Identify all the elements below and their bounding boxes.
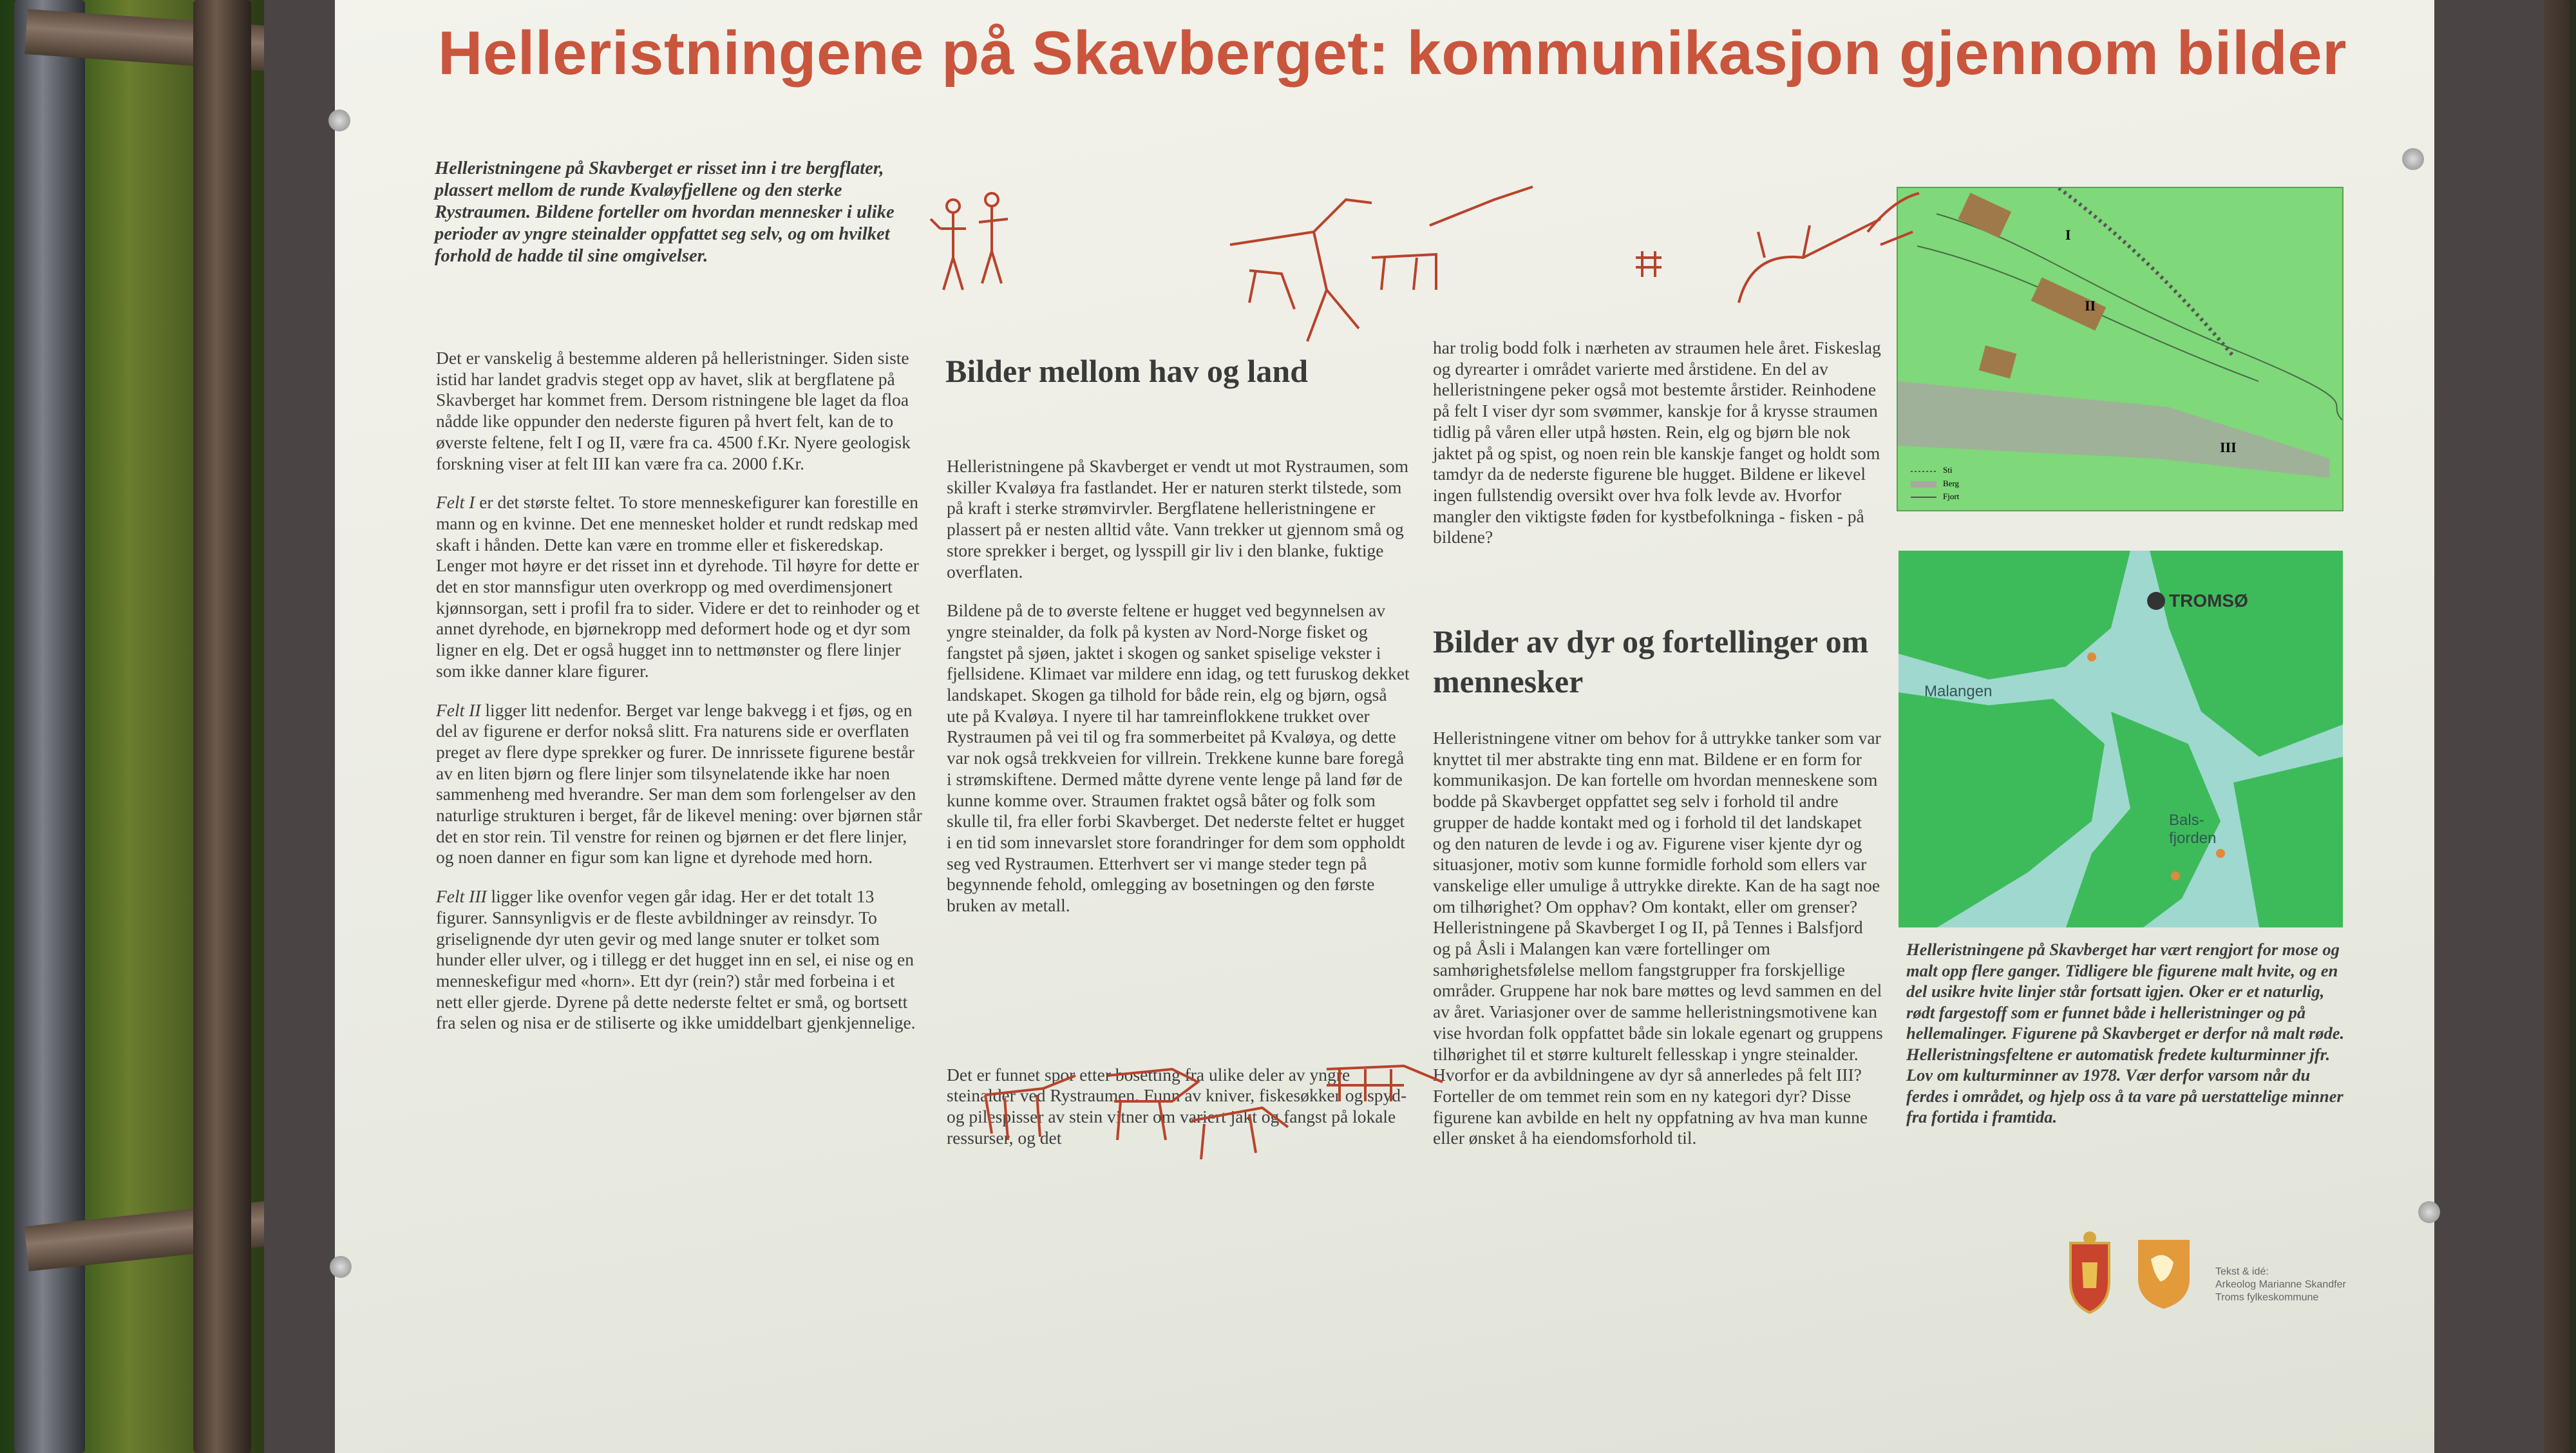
paragraph-arstider: har trolig bodd folk i nærheten av straumen hele året. Fiskeslag og dyrearter i området varierte med årstidene. En del av helleristningene peker også mot bestemte årstider. Reinhodene på felt I viser dyr som svømmer, kanskje for å krysse straumen tidlig på våren eller utpå høsten. Rein, elg og bjørn ble nok jaktet på og spist, og noen rein ble kanskje fanget og holdt som tamdyr da de nederste figurene ble hugget. Bildene er likevel ingen fullstendig oversikt over hva folk levde av. Hvorfor mangler den viktigste føden for kystbefolkninga - fisken - på bildene? (1433, 337, 1881, 547)
felt-1-label: Felt I (436, 492, 475, 513)
legend-fjort: Fjort (1943, 491, 1960, 501)
credit-line-3: Troms fylkeskommune (2215, 1292, 2319, 1303)
heading-bilder-mellom-hav-og-land: Bilder mellom hav og land (945, 353, 1309, 389)
credit-line-2: Arkeolog Marianne Skandfer (2215, 1279, 2346, 1290)
caption-text: Helleristningene på Skavberget har vært rengjort for mose og malt opp flere ganger. Tidligere ble figurene malt hvite, og en del usikre hvite linjer står fortsatt igjen. Oker er et naturlig, rødt fargestoff som er funnet både i helleristninger og på hellemalinger. Figurene på Skavberget er derfor nå malt røde. Helleristningsfeltene er automatisk fredete kulturminner jfr. Lov om kulturminner av 1978. Vær derfor varsom når du ferdes i området, og hjelp oss å ta vare på uerstattelige minner fra fortida i framtida. (1906, 940, 2345, 1126)
paragraph-rystraumen: Helleristningene på Skavberget er vendt ut mot Rystraumen, som skiller Kvaløya fra fastlandet. Her er naturen sterkt tilstede, som på kraft i sterke strømvirvler. Bergflatene helleristningene er plassert på er nesten alltid våte. Vann trekker ut gjennom små og store sprekker i berget, og lysspill gir liv i den blanke, fuktige overflaten. (947, 456, 1409, 582)
legend-berg: Berg (1943, 479, 1960, 488)
region-map (1899, 551, 2343, 927)
site-plan-map (1897, 187, 2344, 511)
tromso-label: TROMSØ (2169, 591, 2248, 611)
credit-line-1: Tekst & idé: (2215, 1266, 2269, 1277)
site-label-1: I (2065, 227, 2071, 243)
sign-title: Helleristningene på Skavberget: kommunikasjon gjennom bilder (438, 19, 2347, 88)
felt-3-text: ligger like ovenfor vegen går idag. Her er det totalt 13 figurer. Sannsynligvis er de fleste avbildninger av reinsdyr. To griselignende dyr uten gevir og med lange snuter er tolket som hunder eller ulver, og i tillegg er det hugget inn en sel, ei nise og en menneskefigur med «horn». Ett dyr (rein?) står med forbeina i et nett eller gjerde. Dyrene på dette nederste feltet er små, og bortsett fra selen og nisa er de stiliserte og ikke umiddelbart gjenkjennelige. (436, 886, 916, 1033)
heading-bilder-av-dyr: Bilder av dyr og fortellinger om mennesker (1433, 623, 1869, 699)
intro-text: Helleristningene på Skavberget er risset inn i tre bergflater, plassert mellom de runde Kvaløyfjellene og den sterke Rystraumen. Bildene forteller om hvordan mennesker i ulike perioder av yngre steinalder oppfattet seg selv, og om hvilket forhold de hadde til sine omgivelser. (435, 158, 895, 266)
malangen-label: Malangen (1924, 683, 1993, 700)
site-plan-drawing (1898, 188, 2342, 510)
bolt-icon (328, 109, 350, 131)
norway-coat-of-arms-icon (2064, 1230, 2116, 1314)
felt-2-label: Felt II (436, 699, 481, 720)
site-label-2: II (2085, 298, 2096, 314)
legend-sti: Sti (1943, 465, 1953, 475)
wooden-post-left (193, 0, 251, 1453)
bolt-icon (2402, 148, 2424, 170)
credit-text (2215, 1266, 2409, 1304)
paragraph-bosetting: Det er funnet spor etter bosetting fra ulike deler av yngre steinalder ved Rystraumen. Funn av kniver, fiskesøkker og spyd- og pilespisser av stein vitner om variert jakt og fangst på lokale ressurser, og det (947, 1064, 1407, 1148)
rock-art-moose-and-man (1224, 187, 1558, 357)
rock-art-human-figures (927, 180, 1043, 338)
paragraph-felt-3 (436, 886, 925, 1034)
region-land-shapes (1899, 551, 2343, 927)
rock-art-reindeer-heads (1636, 193, 1932, 325)
paragraph-felt-1 (436, 492, 925, 681)
paragraph-steinalder: Bildene på de to øverste feltene er hugget ved begynnelsen av yngre steinalder, da folk på kysten av Nord-Norge fisket og fangstet på sjøen, jaktet i skogen og sanket spiselige vekster i fjellsidene. Klimaet var mildere enn idag, og tett furuskog dekket landskapet. Skogen ga tilhold for både rein, elg og bjørn, også ute på Kvaløya. I nyere til har tamreinflokkene trukket over Rystraumen på vei til og fra sommerbeitet på Kvaløya, og dette var nok også trekkveien for villrein. Trekkene kunne bare foregå i strømskiftene. Dermed måtte dyrene vente lenge på land før de kunne komme over. Straumen fraktet også båter og folk som skulle til, fra eller forbi Skavberget. Det nederste feltet er hugget i en tid som innevarslet store forandringer for dem som oppholdt seg ved Rystraumen. Etterhvert ser vi mange steder tegn på begynnende fehold, omlegging av bosetningen og den første bruken av metall. (947, 600, 1410, 916)
paragraph-felt-2 (436, 700, 925, 869)
column-1 (436, 348, 925, 1052)
rock-art-felt-3-reindeer (1327, 1056, 1455, 1117)
paragraph-kommunikasjon: Helleristningene vitner om behov for å uttrykke tanker som var knyttet til mer abstrakte ting enn mat. Bildene er en form for kommunikasjon. De kan fortelle om hvordan menneskene som bodde på Skavberget oppfattet seg selv i forhold til andre grupper de hadde kontakt med og i forhold til det landskapet og den naturen de levde i og av. Figurene viser kjente dyr og situasjoner, motiv som kunne formidle forhold som ellers var vanskelige eller umulige å uttrykke direkte. Kan de ha sagt noe om tilhørighet? Om opphav? Om kontakt, eller om grenser? Helleristningene på Skavberget I og II, på Tennes i Balsfjord og på Åsli i Malangen kan være fortellinger om samhørighetsfølelse mellom fangstgrupper fra forskjellige områder. Gruppene har nok bare møttes og levd sammen en del av året. Variasjoner over de samme helleristningsmotivene kan vise hvordan folk oppfattet både sin lokale egenart og gruppens tilhørighet til et større kulturelt fellesskap i yngre steinalder. Hvorfor er da avbildningene av dyr så annerledes på felt III? Forteller de om temmet rein som en ny kategori dyr? Disse figurene kan avbilde en helt ny oppfatning av hva man kunne eller ønsket å ha eiendomsforhold til. (1433, 728, 1883, 1148)
column-3-bottom (1433, 728, 1884, 1167)
bolt-icon (2418, 1201, 2440, 1223)
site-label-3: III (2220, 439, 2237, 455)
balsfjorden-label: Bals-fjorden (2169, 812, 2217, 847)
troms-coat-of-arms-icon (2135, 1237, 2193, 1311)
bolt-icon (330, 1256, 352, 1278)
felt-3-label: Felt III (436, 886, 487, 907)
felt-1-text: er det største feltet. To store menneskefigurer kan forestille en mann og en kvinne. Det ene mennesket holder et rundt redskap med skaft i hånden. Dette kan være en tromme eller et fiskeredskap. Lenger mot høyre er det risset inn et dyrehode. Til høyre for dette er det en stor mannsfigur uten overkropp og med overdimensjonert kjønnsorgan, sett i profil fra to sider. Videre er det to reinhoder og et annet dyrehode, en bjørnekropp med deformert hode og et dyr som ligner en elg. Det er også hugget inn to nettmønster og flere linjer som ikke danner klare figurer. (436, 492, 920, 681)
paragraph-age: Det er vanskelig å bestemme alderen på helleristninger. Siden siste istid har landet gradvis steget opp av havet, slik at bergflatene på Skavberget har kommet frem. Dersom ristningene ble laget da floa nådde like oppunder den nederste figuren på hvert felt, kan de to øverste feltene, felt I og II, være fra ca. 4500 f.Kr. Nyere geologisk forskning viser at felt III kan være fra ca. 2000 f.Kr. (436, 348, 911, 473)
column-3-top (1433, 337, 1884, 566)
rock-art-felt-3-animals (979, 1063, 1301, 1175)
felt-2-text: ligger litt nedenfor. Berget var lenge bakvegg i et fjøs, og en del av figurene er derfor nokså slitt. Fra naturens side er overflaten preget av flere dype sprekker og furer. De innrissete figurene består av en liten bjørn og flere linjer som tilsynelatende ikke har noen sammenheng med hverandre. Ser man dem som forlengelser av den naturlige strukturen i berget, får de likevel mening: over bjørnen står det en stor rein. Til venstre for reinen og bjørnen er det flere linjer, og noen danner en figur som kan ligne et dyrehode med horn. (436, 699, 922, 868)
